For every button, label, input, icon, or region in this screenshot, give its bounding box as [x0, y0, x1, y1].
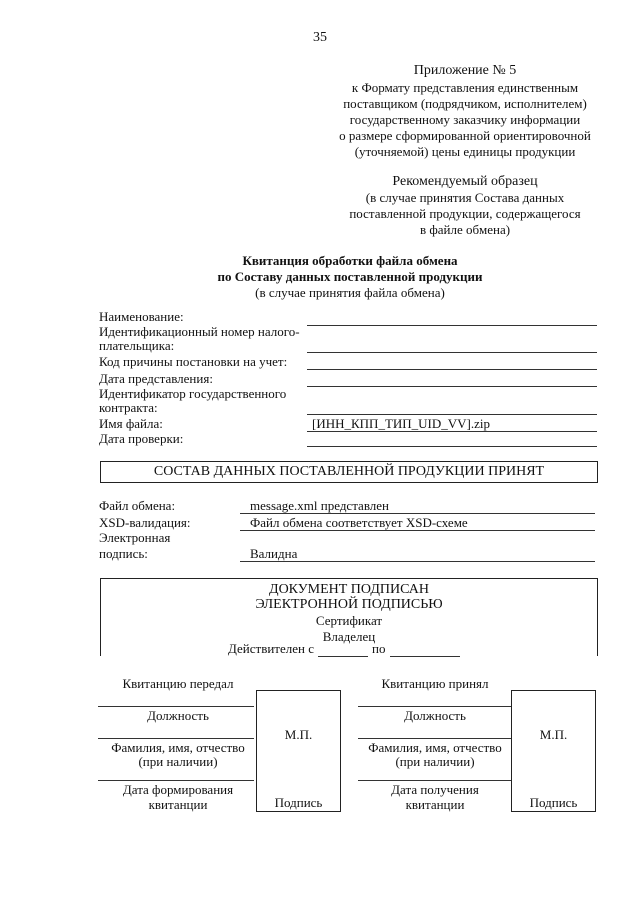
- right-date-label-cont: квитанции: [405, 797, 465, 812]
- exchange-file-value: message.xml представлен: [250, 498, 389, 513]
- document-title: [30, 253, 640, 301]
- valid-to-line[interactable]: [390, 656, 460, 657]
- valid-from-label: Действителен с: [228, 641, 314, 656]
- appendix-line: государственному заказчику информации: [349, 112, 581, 127]
- xsd-line: [240, 530, 595, 531]
- name-field-line[interactable]: [307, 325, 597, 326]
- appendix-line: (уточняемой) цены единицы продукции: [354, 144, 576, 159]
- left-date-label: Дата формирования: [122, 782, 234, 797]
- date-label: Дата представления:: [99, 371, 213, 386]
- left-fio-note: (при наличии): [138, 754, 218, 769]
- valid-to-label: по: [372, 641, 386, 656]
- left-stamp-label: М.П.: [284, 727, 313, 742]
- signature-label-cont: подпись:: [99, 546, 148, 561]
- signed-line-1: ДОКУМЕНТ ПОДПИСАН: [269, 582, 429, 597]
- title-line-3: (в случае принятия файла обмена): [255, 285, 445, 300]
- certificate-label: Сертификат: [315, 613, 383, 628]
- right-date-line[interactable]: [358, 780, 511, 781]
- inn-label: Идентификационный номер налого-: [99, 324, 300, 339]
- xsd-value: Файл обмена соответствует XSD-схеме: [250, 515, 468, 530]
- signed-line-2: ЭЛЕКТРОННОЙ ПОДПИСЬЮ: [255, 597, 443, 612]
- signature-label: Электронная: [99, 530, 171, 545]
- filename-value: [ИНН_КПП_ТИП_UID_VV].zip: [312, 416, 491, 431]
- appendix-line: поставщиком (подрядчиком, исполнителем): [343, 96, 587, 111]
- inn-label-cont: плательщика:: [99, 338, 175, 353]
- left-position-label: Должность: [147, 708, 209, 723]
- exchange-file-label: Файл обмена:: [99, 498, 176, 513]
- right-fio-note: (при наличии): [395, 754, 475, 769]
- left-fio-line[interactable]: [98, 738, 254, 739]
- check-date-label: Дата проверки:: [99, 431, 184, 446]
- right-fio-label: Фамилия, имя, отчество: [368, 740, 502, 755]
- recommended-title: Рекомендуемый образец: [392, 174, 538, 189]
- right-stamp-box: [511, 690, 596, 812]
- appendix-line: к Формату представления единственным: [351, 80, 579, 95]
- right-date-label: Дата получения: [391, 782, 479, 797]
- right-sign-heading: Квитанцию принял: [381, 676, 489, 691]
- kpp-label: Код причины постановки на учет:: [99, 354, 288, 369]
- signature-value: Валидна: [250, 546, 298, 561]
- page-number: 35: [313, 30, 327, 45]
- signature-line: [240, 561, 595, 562]
- contract-label: Идентификатор государственного: [99, 386, 287, 401]
- recommended-line: (в случае принятия Состава данных: [365, 190, 565, 205]
- status-banner: [100, 461, 598, 483]
- contract-label-cont: контракта:: [99, 400, 158, 415]
- signed-box: [100, 578, 598, 656]
- recommended-block: [330, 174, 600, 238]
- left-date-line[interactable]: [98, 780, 254, 781]
- exchange-file-line: [240, 513, 595, 514]
- right-position-label: Должность: [404, 708, 466, 723]
- title-line-1: Квитанция обработки файла обмена: [242, 253, 458, 268]
- appendix-title: Приложение № 5: [413, 63, 517, 78]
- filename-label: Имя файла:: [99, 416, 163, 431]
- date-field-line[interactable]: [307, 386, 597, 387]
- kpp-field-line[interactable]: [307, 369, 597, 370]
- recommended-line: в файле обмена): [419, 222, 511, 237]
- left-fio-label: Фамилия, имя, отчество: [111, 740, 245, 755]
- right-position-line[interactable]: [358, 706, 511, 707]
- check-date-field-line[interactable]: [307, 446, 597, 447]
- contract-field-line[interactable]: [307, 414, 597, 415]
- right-fio-line[interactable]: [358, 738, 511, 739]
- inn-field-line[interactable]: [307, 352, 597, 353]
- left-date-label-cont: квитанции: [148, 797, 208, 812]
- left-stamp-box: [256, 690, 341, 812]
- recommended-line: поставленной продукции, содержащегося: [349, 206, 581, 221]
- right-stamp-label: М.П.: [539, 727, 568, 742]
- title-line-2: по Составу данных поставленной продукции: [217, 269, 483, 284]
- appendix-block: [330, 63, 600, 160]
- name-label: Наименование:: [99, 309, 184, 324]
- left-position-line[interactable]: [98, 706, 254, 707]
- left-sign-heading: Квитанцию передал: [122, 676, 234, 691]
- right-signature-label: Подпись: [529, 795, 578, 810]
- left-signature-label: Подпись: [274, 795, 323, 810]
- valid-from-line[interactable]: [318, 656, 368, 657]
- status-banner-text: СОСТАВ ДАННЫХ ПОСТАВЛЕННОЙ ПРОДУКЦИИ ПРИНЯТ: [153, 464, 545, 479]
- appendix-line: о размере сформированной ориентировочной: [339, 128, 591, 143]
- filename-field-line[interactable]: [307, 431, 597, 432]
- owner-label: Владелец: [322, 629, 376, 644]
- xsd-label: XSD-валидация:: [99, 515, 191, 530]
